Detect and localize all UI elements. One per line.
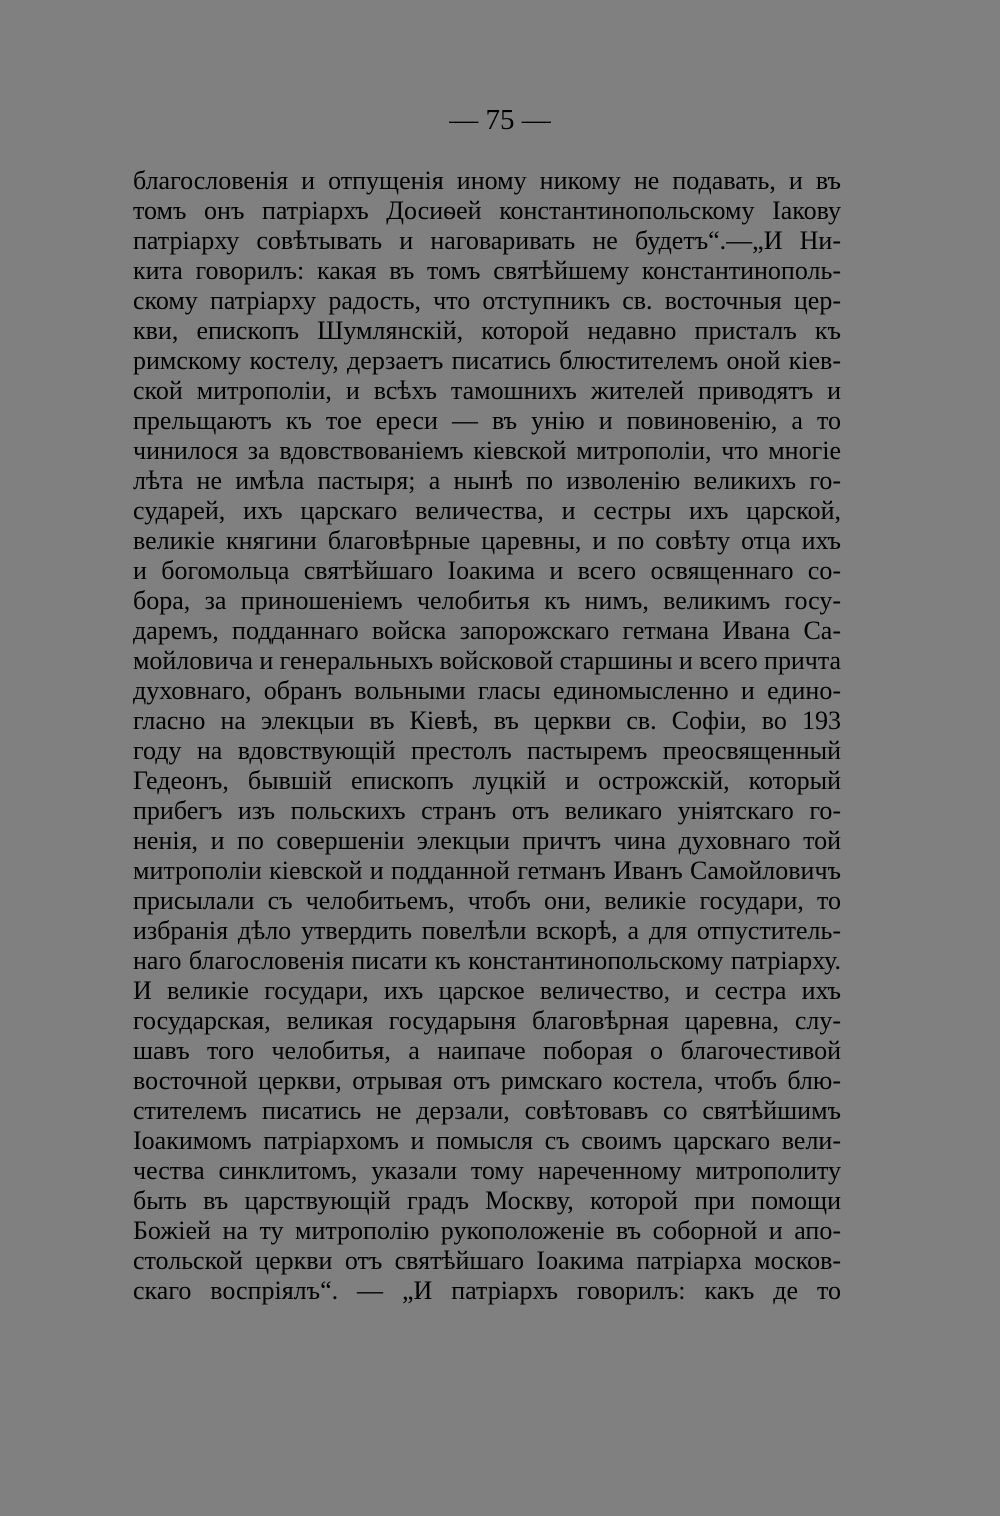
text-line: чинилося за вдовствованіемъ кіевской митрополіи, что многіе xyxy=(133,436,841,465)
text-line: быть въ царствующій градъ Москву, которой при помощи xyxy=(133,1186,841,1215)
text-line: восточной церкви, отрывая отъ римскаго костела, чтобъ блю- xyxy=(133,1066,841,1095)
text-line: И великіе государи, ихъ царское величество, и сестра ихъ xyxy=(133,976,841,1005)
text-line: мойловича и генеральныхъ войсковой старшины и всего причта xyxy=(133,646,841,675)
text-line: кви, епископъ Шумлянскій, которой недавно присталъ къ xyxy=(133,316,841,345)
text-line: патріарху совѣтывать и наговаривать не будетъ“.—„И Ни- xyxy=(133,226,841,255)
text-line: римскому костелу, дерзаетъ писатись блюстителемъ оной кіев- xyxy=(133,346,841,375)
text-line: даремъ, подданнаго войска запорожскаго гетмана Ивана Са- xyxy=(133,616,841,645)
text-line: гласно на элекцыи въ Кіевѣ, въ церкви св. Софіи, во 193 xyxy=(133,706,841,735)
text-line: Гедеонъ, бывшій епископъ луцкій и острожскій, который xyxy=(133,766,841,795)
text-line: шавъ того челобитья, а наипаче поборая о благочестивой xyxy=(133,1036,841,1065)
text-line: и богомольца святѣйшаго Іоакима и всего освященнаго со- xyxy=(133,556,841,585)
text-line: благословенія и отпущенія иному никому не подавать, и въ xyxy=(133,166,841,195)
text-line: скаго воспріялъ“. — „И патріархъ говорилъ: какъ де то xyxy=(133,1276,841,1305)
text-line: избранія дѣло утвердить повелѣли вскорѣ, а для отпуститель- xyxy=(133,916,841,945)
page-number: — 75 — xyxy=(449,104,551,136)
text-line: кита говорилъ: какая въ томъ святѣйшему константинополь- xyxy=(133,256,841,285)
text-line: томъ онъ патріархъ Досиѳей константинопольскому Іакову xyxy=(133,196,841,225)
text-line: стителемъ писатись не дерзали, совѣтовавъ со святѣйшимъ xyxy=(133,1096,841,1125)
text-line: великіе княгини благовѣрные царевны, и по совѣту отца ихъ xyxy=(133,526,841,555)
text-line: чества синклитомъ, указали тому нареченному митрополиту xyxy=(133,1156,841,1185)
text-line: прельщаютъ къ тое ереси — въ унію и повиновенію, а то xyxy=(133,406,841,435)
text-line: присылали съ челобитьемъ, чтобъ они, великіе государи, то xyxy=(133,886,841,915)
text-line: наго благословенія писати къ константинопольскому патріарху. xyxy=(133,946,841,975)
text-line: скому патріарху радость, что отступникъ св. восточныя цер- xyxy=(133,286,841,315)
text-line: прибегъ изъ польскихъ странъ отъ великаго уніятскаго го- xyxy=(133,796,841,825)
text-line: году на вдовствующій престолъ пастыремъ преосвященный xyxy=(133,736,841,765)
text-line: сударей, ихъ царскаго величества, и сестры ихъ царской, xyxy=(133,496,841,525)
text-line: ской митрополіи, и всѣхъ тамошнихъ жителей приводятъ и xyxy=(133,376,841,405)
text-line: духовнаго, обранъ вольными гласы единомысленно и едино- xyxy=(133,676,841,705)
text-line: стольской церкви отъ святѣйшаго Іоакима патріарха москов- xyxy=(133,1246,841,1275)
text-line: бора, за приношеніемъ челобитья къ нимъ, великимъ госу- xyxy=(133,586,841,615)
text-line: Іоакимомъ патріархомъ и помысля съ своимъ царскаго вели- xyxy=(133,1126,841,1155)
text-line: государская, великая государыня благовѣрная царевна, слу- xyxy=(133,1006,841,1035)
text-line: ненія, и по совершеніи элекцыи причтъ чина духовнаго той xyxy=(133,826,841,855)
text-line: Божіей на ту митрополію рукоположеніе въ соборной и апо- xyxy=(133,1216,841,1245)
text-line: лѣта не имѣла пастыря; а нынѣ по изволенію великихъ го- xyxy=(133,466,841,495)
body-text xyxy=(133,166,841,1306)
text-line: митрополіи кіевской и подданной гетманъ Иванъ Самойловичъ xyxy=(133,856,841,885)
